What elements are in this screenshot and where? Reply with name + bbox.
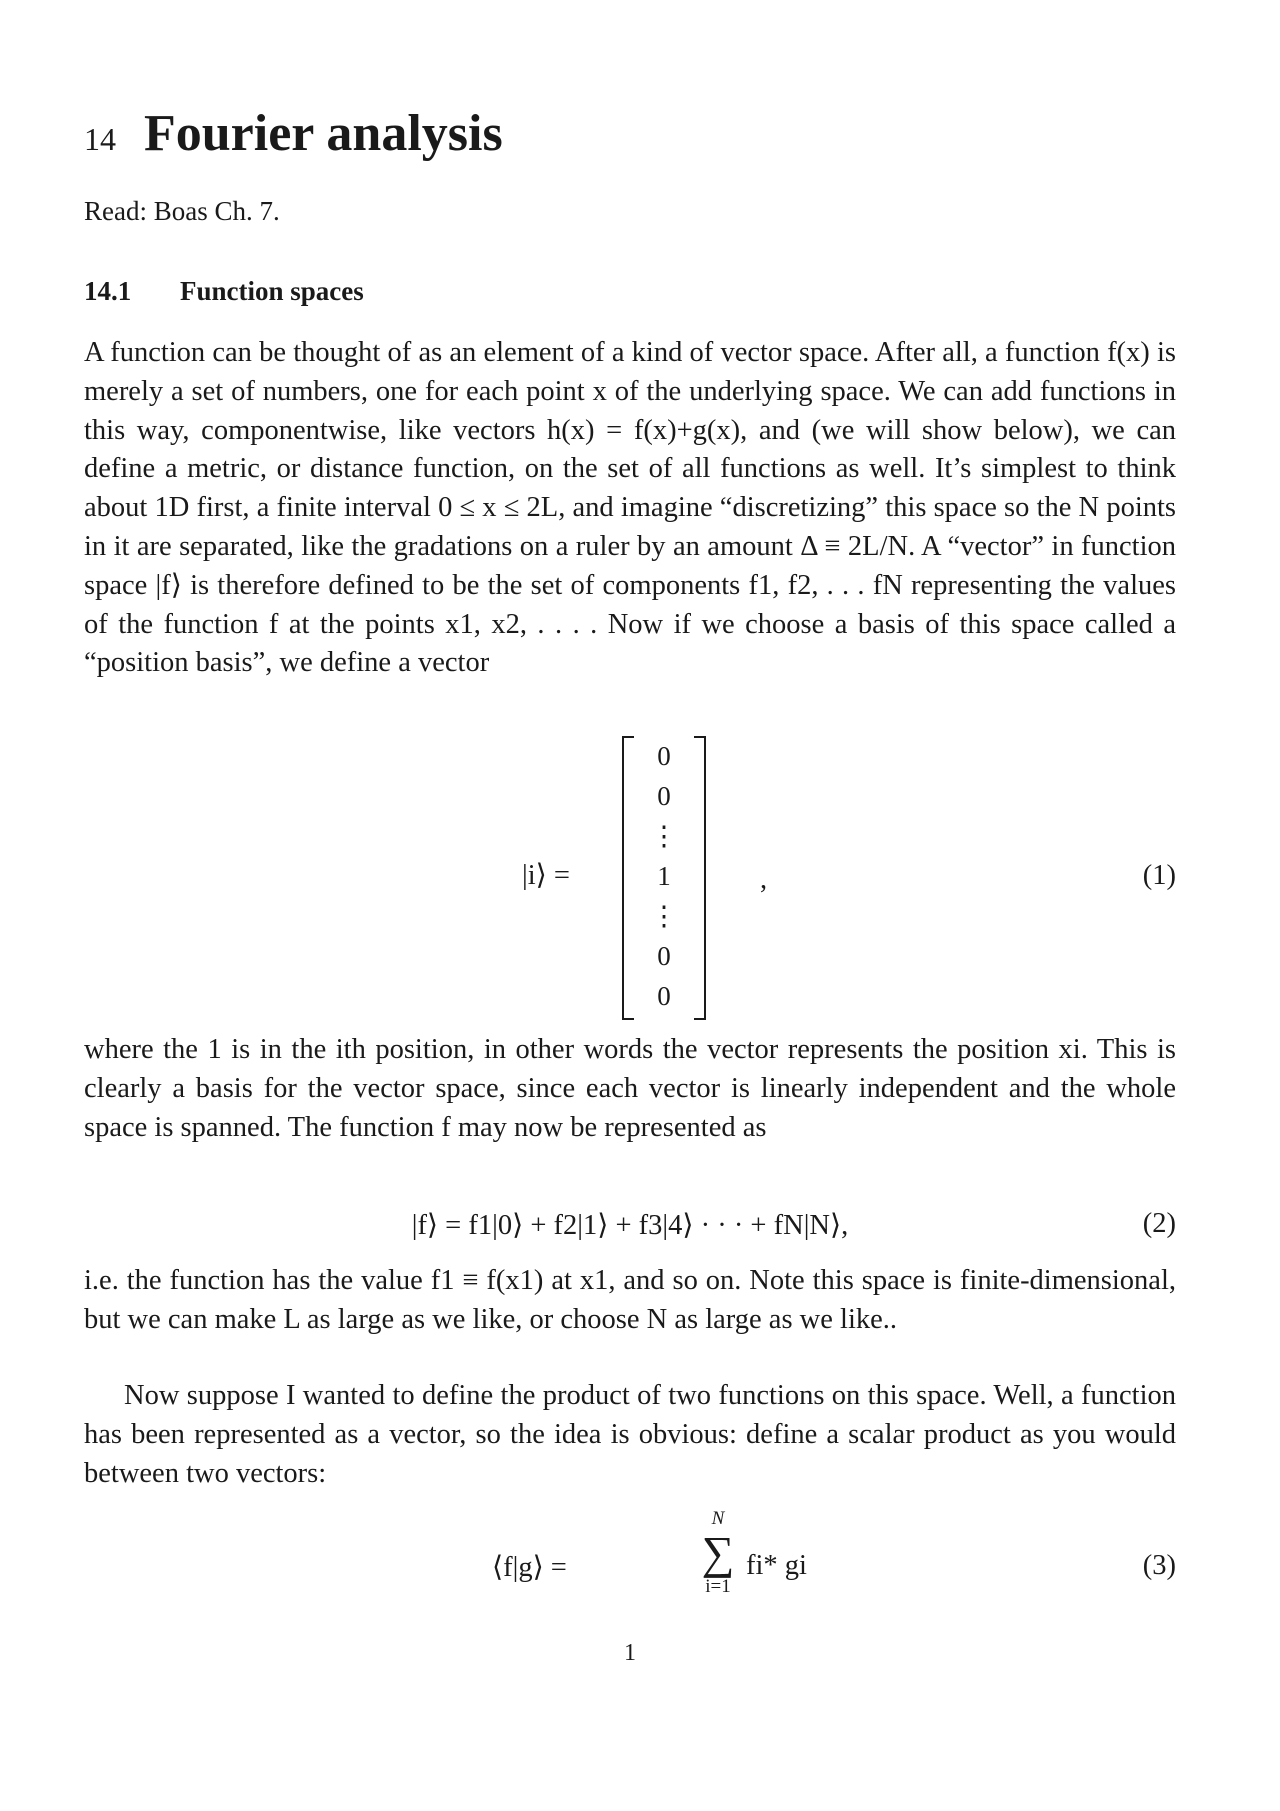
reading-note: Read: Boas Ch. 7. (84, 196, 280, 226)
vector-entry: 0 (657, 981, 671, 1011)
vector-entry: 0 (657, 741, 671, 771)
sigma-symbol: ∑ (701, 1527, 735, 1578)
equation-3 (84, 1508, 1176, 1618)
summation (696, 1508, 740, 1598)
equation-2-number: (2) (1142, 1208, 1176, 1239)
vector-entry: 0 (657, 941, 671, 971)
column-vector (622, 736, 706, 1018)
vector-entry: ⋮ (650, 821, 678, 851)
section-number: 14.1 (84, 276, 132, 306)
sum-lower-limit: i=1 (705, 1576, 731, 1597)
vector-entry: ⋮ (650, 901, 678, 931)
sum-upper-limit: N (711, 1508, 725, 1529)
equation-3-number: (3) (1142, 1550, 1176, 1581)
vector-entry: 1 (657, 861, 671, 891)
equation-1-comma: , (760, 864, 768, 895)
equation-1-number: (1) (1142, 860, 1176, 891)
chapter-number: 14 (84, 121, 116, 157)
paragraph-function-vector-space: A function can be thought of as an element of a kind of vector space. After all, a function f(x) is merely a set of numbers, one for each point x of the underlying space. We can add functions in this way, componentwise, like vectors h(x) = f(x)+g(x), and (we will show below), we can define a metric, or distance function, on the set of all functions as well. It’s simplest to think about 1D first, a finite interval 0 ≤ x ≤ 2L, and imagine “discretizing” this space so the N points in it are separated, like the gradations on a ruler by an amount Δ ≡ 2L/N. A “vector” in function space |f⟩ is therefore defined to be the set of components f1, f2, . . . fN representing the values of the function f at the points x1, x2, . . . . Now if we choose a basis of this space called a “position basis”, we define a vector (84, 337, 1176, 679)
equation-2 (84, 1208, 1176, 1242)
page-number: 1 (624, 1640, 636, 1666)
equation-2-body: |f⟩ = f1|0⟩ + f2|1⟩ + f3|4⟩ · · · + fN|N⟩, (411, 1210, 849, 1241)
paragraph-basis: where the 1 is in the ith position, in other words the vector represents the position xi. This is clearly a basis for the vector space, since each vector is linearly independent and the whole space is spanned. The function f may now be represented as (84, 1034, 1176, 1143)
chapter-title: Fourier analysis (144, 105, 503, 162)
equation-3-rhs: fi* gi (746, 1550, 807, 1581)
equation-1 (84, 736, 1176, 1018)
equation-1-lhs: |i⟩ = (522, 860, 570, 891)
paragraph-scalar-product: Now suppose I wanted to define the product of two functions on this space. Well, a function has been represented as a vector, so the idea is obvious: define a scalar product as you would between two vectors: (84, 1380, 1176, 1489)
vector-entries (622, 736, 706, 1016)
section-title: Function spaces (180, 276, 364, 306)
paragraph-finite-dimensional: i.e. the function has the value f1 ≡ f(x1) at x1, and so on. Note this space is finite-dimensional, but we can make L as large as we like, or choose N as large as we like.. (84, 1265, 1176, 1335)
chapter-heading (84, 104, 503, 163)
vector-entry: 0 (657, 781, 671, 811)
equation-3-lhs: ⟨f|g⟩ = (492, 1552, 567, 1583)
section-heading (84, 276, 364, 307)
